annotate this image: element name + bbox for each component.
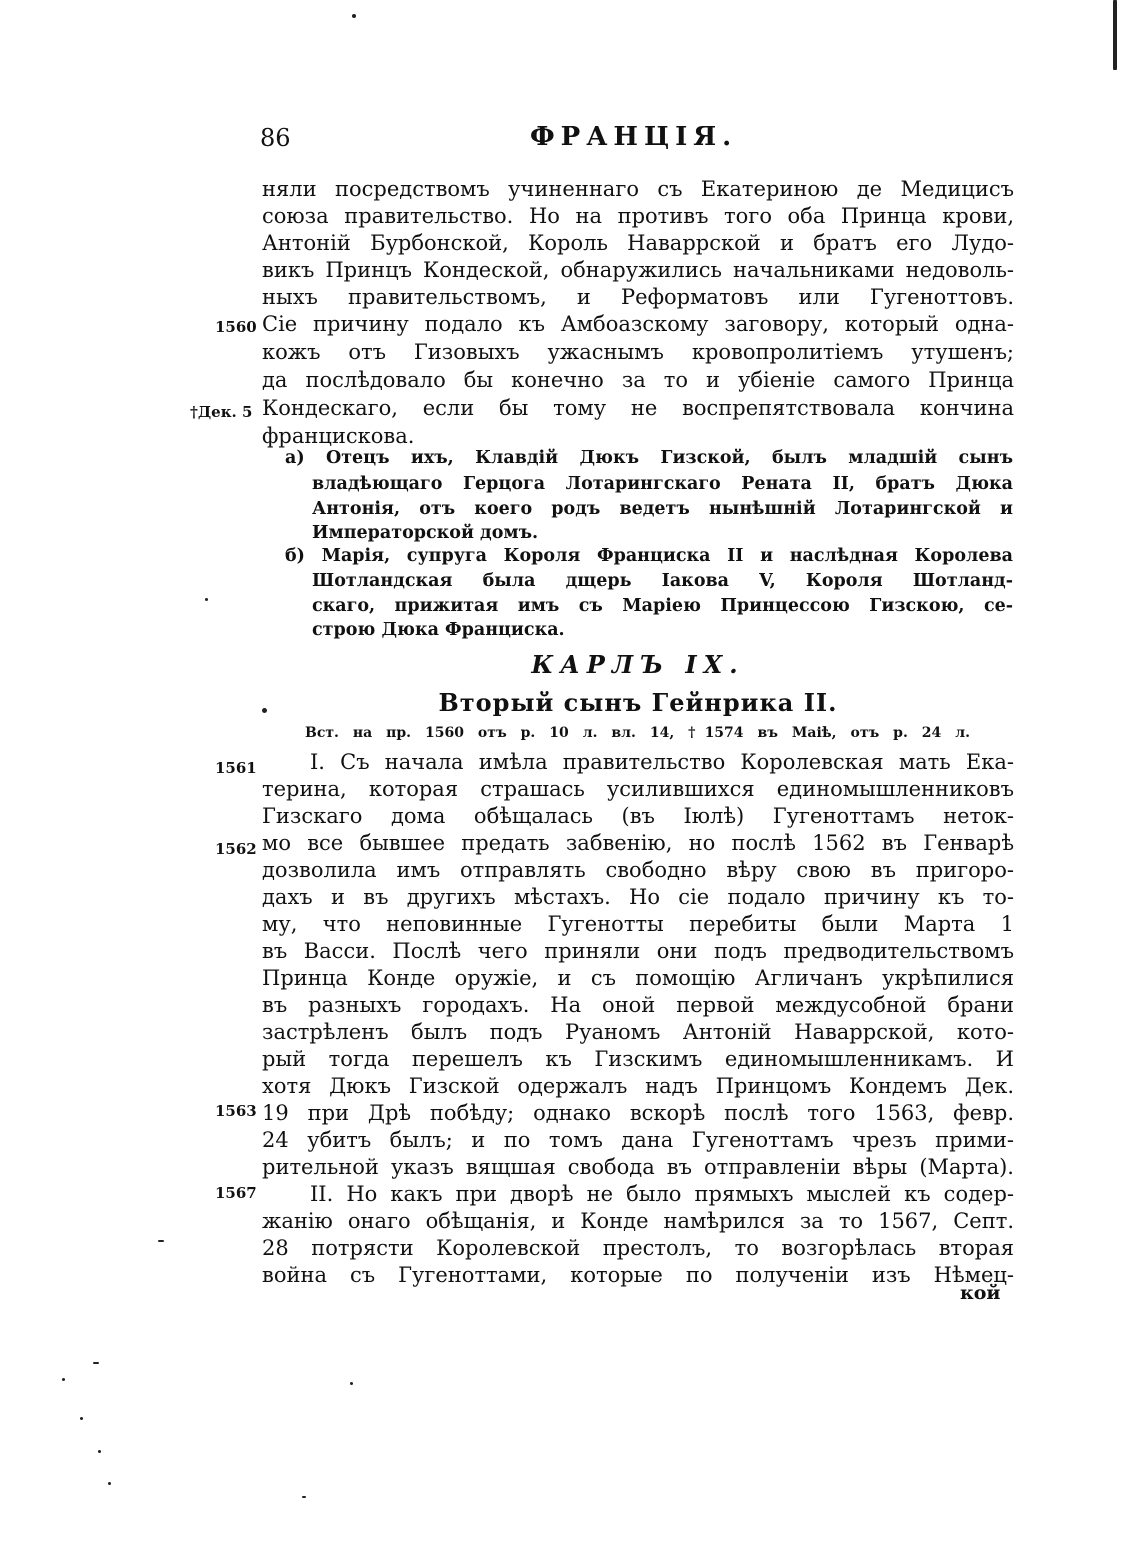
intro-line: союза правительство. Но на противъ того оба Принца крови,: [262, 204, 1014, 228]
intro-line: ныхъ правительствомъ, и Реформатовъ или Гугеноттовъ.: [262, 285, 1014, 309]
intro-line: да послѣдовало бы конечно за то и убіеніе самого Принца: [262, 368, 1014, 392]
scan-speck: [262, 708, 267, 713]
main-line: терина, которая страшась усилившихся единомышленниковъ: [262, 777, 1014, 801]
main-line: 28 потрясти Королевской престолъ, то возгорѣлась вторая: [262, 1236, 1014, 1260]
footnote-b-line: Шотландская была дщерь Іакова V, Короля Шотланд-: [312, 571, 1013, 591]
main-line: Принца Конде оружіе, и съ помощію Агличанъ укрѣпилися: [262, 966, 1014, 990]
reign-info: Вст. на пр. 1560 отъ р. 10 л. вл. 14, †1574 въ Маiѣ, отъ р. 24 л.: [305, 725, 970, 741]
scan-speck: [108, 1482, 111, 1485]
main-line: застрѣленъ былъ подъ Руаномъ Антоній Наваррской, кото-: [262, 1020, 1014, 1044]
margin-year-1561: 1561: [215, 759, 257, 777]
scan-speck: [158, 1240, 164, 1242]
running-title: ФРАНЦІЯ.: [530, 122, 738, 152]
main-line: въ Васси. Послѣ чего приняли они подъ предводительствомъ: [262, 939, 1014, 963]
margin-year-1562: 1562: [215, 840, 257, 858]
main-line: I. Съ начала имѣла правительство Королевская мать Ека-: [310, 750, 1014, 774]
intro-line: викъ Принцъ Кондеской, обнаружились начальниками недоволь-: [262, 258, 1014, 282]
footnote-b-line: б) Марія, супруга Короля Франциска II и наслѣдная Королева: [285, 546, 1013, 566]
main-line: въ разныхъ городахъ. На оной первой междусобной брани: [262, 993, 1014, 1017]
scan-edge-mark: [1113, 0, 1117, 70]
footnote-a-line: Императорской домъ.: [312, 523, 539, 543]
main-line: рительной указъ вящшая свобода въ отправленіи вѣры (Марта).: [262, 1155, 1014, 1179]
scan-speck: [62, 1378, 65, 1381]
page-number: 86: [260, 124, 291, 152]
main-line: Гизскаго дома обѣщалась (въ Іюлѣ) Гугеноттамъ неток-: [262, 804, 1014, 828]
main-line: 19 при Дрѣ побѣду; однако вскорѣ послѣ того 1563, февр.: [262, 1101, 1014, 1125]
scan-speck: [98, 1450, 101, 1453]
scan-speck: [80, 1417, 83, 1420]
margin-year-1567: 1567: [215, 1184, 257, 1202]
intro-line: Антоній Бурбонской, Король Наваррской и братъ его Лудо-: [262, 231, 1014, 255]
main-line: война съ Гугеноттами, которые по полученіи изъ Нѣмец-: [262, 1263, 1014, 1287]
main-line: II. Но какъ при дворѣ не было прямыхъ мыслей къ содер-: [310, 1182, 1014, 1206]
main-line: рый тогда перешелъ къ Гизскимъ единомышленникамъ. И: [262, 1047, 1014, 1071]
main-line: 24 убитъ былъ; и по томъ дана Гугеноттамъ чрезъ прими-: [262, 1128, 1014, 1152]
main-line: мо все бывшее предать забвенію, но послѣ 1562 въ Генварѣ: [262, 831, 1014, 855]
intro-line: кожъ отъ Гизовыхъ ужаснымъ кровопролитіемъ утушенъ;: [262, 340, 1014, 364]
main-line: дозволила имъ отправлять свободно вѣру свою въ пригоро-: [262, 858, 1014, 882]
main-line: му, что неповинные Гугенотты перебиты были Марта 1: [262, 912, 1014, 936]
footnote-a-line: а) Отецъ ихъ, Клавдій Дюкъ Гизской, былъ младшій сынъ: [285, 448, 1013, 468]
section-subtitle: Вторый сынъ Гейнрика II.: [438, 688, 838, 717]
main-line: хотя Дюкъ Гизской одержалъ надъ Принцомъ Кондемъ Дек.: [262, 1074, 1014, 1098]
main-line: дахъ и въ другихъ мѣстахъ. Но сіе подало причину къ то-: [262, 885, 1014, 909]
scan-speck: [205, 598, 208, 601]
margin-date-dek5: †Дек. 5: [190, 403, 253, 421]
scan-speck: [352, 14, 356, 18]
scan-speck: [350, 1382, 353, 1385]
footnote-b-line: скаго, прижитая имъ съ Маріею Принцессою Гизскою, се-: [312, 596, 1013, 616]
intro-line: няли посредствомъ учиненнаго съ Екатериною де Медицисъ: [262, 177, 1014, 201]
intro-line: Сіе причину подало къ Амбоазскому заговору, который одна-: [262, 312, 1014, 336]
section-title: КАРЛЪ IX.: [531, 650, 745, 679]
scan-speck: [302, 1496, 306, 1498]
intro-line: Кондескаго, если бы тому не воспрепятствовала кончина: [262, 396, 1014, 420]
margin-year-1560: 1560: [215, 318, 257, 336]
scan-speck: [93, 1362, 99, 1364]
margin-year-1563: 1563: [215, 1102, 257, 1120]
footnote-a-line: владѣющаго Герцога Лотарингскаго Рената II, братъ Дюка: [312, 474, 1013, 494]
footnote-b-line: строю Дюка Франциска.: [312, 620, 565, 640]
main-line: жанію онаго обѣщанія, и Конде намѣрился за то 1567, Септ.: [262, 1209, 1014, 1233]
footnote-a-line: Антонія, отъ коего родъ ведетъ нынѣшній Лотарингской и: [312, 499, 1013, 519]
intro-line: францискова.: [262, 424, 415, 448]
catchword: кой: [960, 1282, 1001, 1304]
page-header: [260, 122, 1012, 162]
